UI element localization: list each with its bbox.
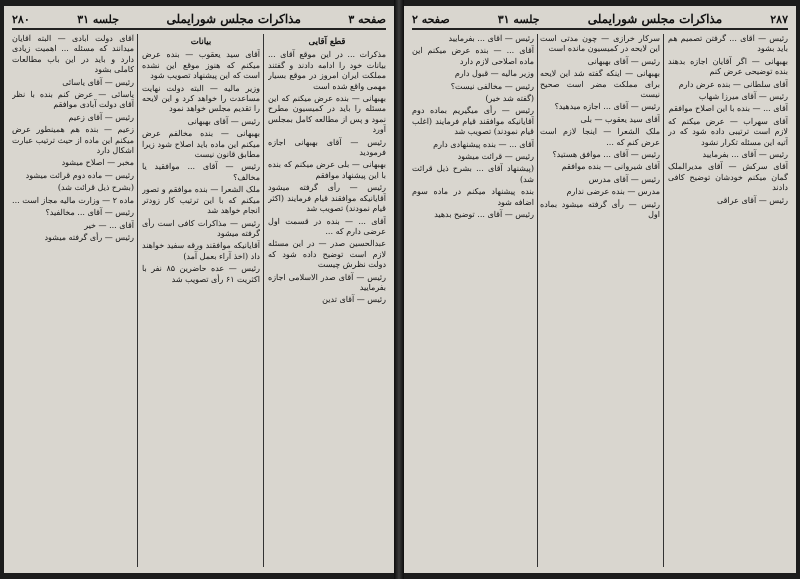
transcript-paragraph: رئیس — آقای ... بفرمایید <box>702 150 788 160</box>
transcript-paragraph: رئیس — آقای ... اجازه میدهید؟ <box>554 102 660 112</box>
transcript-paragraph: رئیس — آقای ... مخالفید؟ <box>45 208 134 218</box>
transcript-paragraph: رئیس — ماده دوم قرائت میشود <box>25 170 134 180</box>
transcript-paragraph: رئیس — رأی گرفته میشود بماده اول <box>540 199 660 220</box>
transcript-paragraph: رئیس — آقای ... موافقید یا مخالف؟ <box>142 162 260 182</box>
transcript-paragraph: آقای ... — بنده عرض میکنم این ماده اصلاحی لازم دارد <box>412 46 534 66</box>
transcript-paragraph: آقای ... — بنده در قسمت اول عرضی دارم که ... <box>268 216 386 236</box>
transcript-paragraph: رئیس — رأی گرفته میشود <box>44 232 134 242</box>
transcript-paragraph: رئیس — آقای صدر الاسلامی اجازه بفرمایید <box>268 272 386 292</box>
transcript-paragraph: رئیس — آقای بهبهانی <box>587 56 660 66</box>
transcript-paragraph: عبدالحسین صدر — در این مسئله لازم است توضیح داده شود که دولت نظرش چیست <box>268 239 386 270</box>
transcript-paragraph: آقای سید یعقوب — بنده عرض میکنم که هنوز موقع این نشده است که این پیشنهاد تصویب شود <box>142 50 260 81</box>
left-column-1 <box>268 34 386 567</box>
left-page <box>4 6 394 573</box>
transcript-paragraph: آقای سهراب — عرض میکنم که لازم است ترتیبی داده شود که در آتیه این مسئله تکرار نشود <box>668 116 788 147</box>
right-page <box>404 6 796 573</box>
column-divider <box>137 34 138 567</box>
column-subheading: قطع آقایی <box>308 37 346 47</box>
transcript-paragraph: بهبهانی — اینکه گفته شد این لایحه برای مملکت مضر است صحیح نیست <box>540 69 660 100</box>
transcript-paragraph: وزیر مالیه — البته دولت نهایت مساعدت را خواهد کرد و این لایحه را تقدیم مجلس خواهد نمود <box>142 83 260 114</box>
right-session-number: جلسه ۳۱ <box>497 12 540 26</box>
transcript-paragraph: آقای ... — بنده با این اصلاح موافقم <box>668 104 788 114</box>
left-session-number: جلسه ۳۱ <box>77 12 119 26</box>
right-page-number: ۲۸۷ <box>770 12 788 26</box>
left-session-label: صفحه ۳ <box>348 12 386 26</box>
transcript-paragraph: آقای سید یعقوب — بلی <box>580 114 660 124</box>
transcript-paragraph: زعیم — بنده هم همینطور عرض میکنم این ماده از حیث ترتیب عبارت اشکال دارد <box>12 125 134 156</box>
transcript-paragraph: ماده ۲ — وزارت مالیه مجاز است ... <box>12 195 134 205</box>
transcript-paragraph: رئیس — آقای مدرس <box>588 174 660 184</box>
transcript-paragraph: رئیس — آقای بهبهانی <box>187 116 260 126</box>
left-page-number: ۲۸۰ <box>12 12 30 26</box>
transcript-paragraph: رئیس — آقای ... موافق هستید؟ <box>552 150 660 160</box>
transcript-paragraph: بهبهانی — اگر آقایان اجازه بدهند بنده توضیحی عرض کنم <box>668 56 788 77</box>
transcript-paragraph: بهبهانی — بنده عرض میکنم که این مسئله را باید در کمیسیون مطرح نمود و پس از مطالعه کامل بمجلس آورد <box>268 94 386 135</box>
transcript-paragraph: آقای شیروانی — بنده موافقم <box>561 162 660 172</box>
book-gutter <box>394 0 404 579</box>
left-column-2 <box>142 34 260 567</box>
transcript-paragraph: آقایانیکه موافقند ورقه سفید خواهند داد (اخذ آراء بعمل آمد) <box>142 241 260 261</box>
transcript-paragraph: وزیر مالیه — قبول دارم <box>454 69 534 79</box>
transcript-paragraph: آقای سرکش — آقای مدیرالملک گمان میکنم خودشان توضیح کافی دادند <box>668 162 788 193</box>
right-column-3 <box>412 34 534 567</box>
transcript-paragraph: رئیس — رأی گرفته میشود آقایانیکه موافقند قیام فرمایند (اکثر قیام نمودند) تصویب شد <box>268 183 386 214</box>
transcript-paragraph: رئیس — عده حاضرین ۸۵ نفر با اکثریت ۶۱ رأی تصویب شد <box>142 264 260 284</box>
transcript-paragraph: بهبهانی — بنده مخالفم عرض میکنم این ماده باید اصلاح شود زیرا مطابق قانون نیست <box>142 129 260 160</box>
right-session-label: صفحه ۲ <box>412 12 450 26</box>
right-column-1 <box>668 34 788 567</box>
transcript-paragraph: مدرس — بنده عرضی ندارم <box>566 187 660 197</box>
transcript-paragraph: رئیس — آقای یاسائی <box>62 77 134 87</box>
column-subheading: بیانات <box>190 37 212 47</box>
transcript-paragraph: آقای ... — بنده پیشنهادی دارم <box>433 139 534 149</box>
right-page-header <box>412 10 788 30</box>
right-page-title: مذاکرات مجلس شورایملی <box>587 12 723 26</box>
transcript-paragraph: رئیس — آقای میرزا شهاب <box>698 92 788 102</box>
left-page-title: مذاکرات مجلس شورایملی <box>166 12 301 26</box>
column-divider <box>263 34 264 567</box>
transcript-paragraph: رئیس — قرائت میشود <box>457 152 534 162</box>
transcript-paragraph: رئیس — آقای ... بفرمایید <box>448 34 534 43</box>
transcript-paragraph: رئیس — آقای ... گرفتن تصمیم هم باید بشود <box>668 34 788 54</box>
transcript-paragraph: رئیس — رأی میگیریم بماده دوم آقایانیکه موافقند قیام فرمایند (اغلب قیام نمودند) تصویب شد <box>412 106 534 137</box>
left-column-3 <box>12 34 134 567</box>
transcript-paragraph: رئیس — آقای زعیم <box>68 112 134 122</box>
transcript-paragraph: رئیس — آقای بهبهانی اجازه فرمودید <box>268 137 386 158</box>
transcript-paragraph: رئیس — آقای ... توضیح بدهید <box>434 210 534 220</box>
transcript-paragraph: (گفته شد خیر) <box>485 94 534 104</box>
transcript-paragraph: سرکار خرازی — چون مدتی است این لایحه در کمیسیون مانده است <box>540 34 660 54</box>
transcript-paragraph: ملک الشعرا — اینجا لازم است عرض کنم که ... <box>540 127 660 147</box>
transcript-paragraph: رئیس — مخالفی نیست؟ <box>450 81 534 91</box>
transcript-paragraph: آقای سلطانی — بنده عرض دارم <box>678 79 788 89</box>
column-divider <box>537 34 538 567</box>
transcript-paragraph: آقای ... — خیر <box>84 220 134 230</box>
left-page-header <box>12 10 386 30</box>
transcript-paragraph: مذکرات ... در این موقع آقای ... بیانات خود را ادامه دادند و گفتند مملکت ایران امروز در موقع بسیار مهمی واقع شده است <box>268 50 386 91</box>
transcript-paragraph: آقای دولت آبادی — البته آقایان میدانند که مسئله ... اهمیت زیادی دارد و باید در این باب مطالعات کاملی بشود <box>12 34 134 75</box>
right-column-2 <box>540 34 660 567</box>
transcript-paragraph: یاسائی — عرض کنم بنده با نظر آقای دولت آبادی موافقم <box>12 90 134 110</box>
transcript-paragraph: بهبهانی — بلی عرض میکنم که بنده با این پیشنهاد موافقم <box>268 160 386 180</box>
transcript-paragraph: (پیشنهاد آقای ... بشرح ذیل قرائت شد) <box>412 164 534 184</box>
transcript-paragraph: مخبر — اصلاح میشود <box>61 158 134 168</box>
transcript-paragraph: رئیس — آقای عراقی <box>717 195 788 205</box>
transcript-paragraph: (بشرح ذیل قرائت شد) <box>57 183 134 193</box>
transcript-paragraph: ملک الشعرا — بنده موافقم و تصور میکنم که با این ترتیب کار زودتر انجام خواهد شد <box>142 185 260 216</box>
transcript-paragraph: رئیس — مذاکرات کافی است رأی گرفته میشود <box>142 218 260 238</box>
transcript-paragraph: بنده پیشنهاد میکنم در ماده سوم اضافه شود <box>412 187 534 207</box>
transcript-paragraph: رئیس — آقای تدین <box>322 295 386 305</box>
column-divider <box>663 34 664 567</box>
